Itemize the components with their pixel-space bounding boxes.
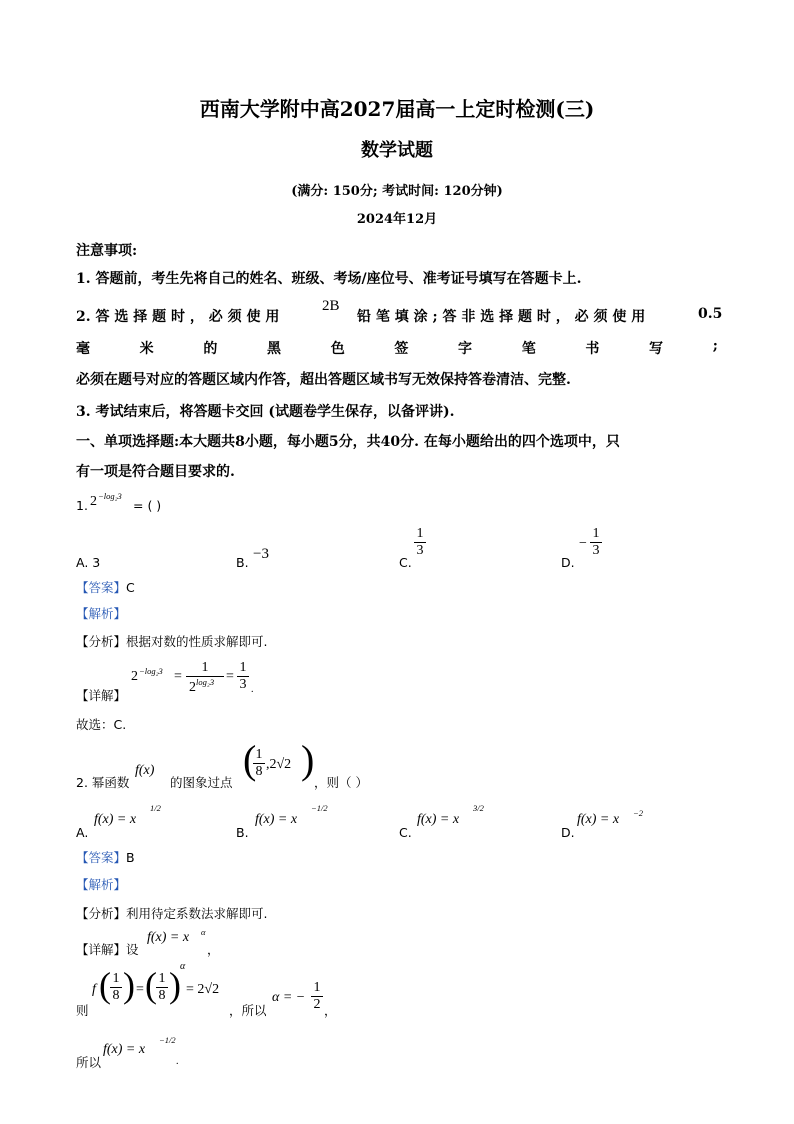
q1-detail-f1-num: 1 — [201, 660, 209, 675]
q2-fenxi-label: 【分析】 — [76, 906, 127, 921]
q2-analysis-label: 【解析】 — [76, 877, 127, 892]
q1-answer — [76, 578, 135, 596]
subject-title: 数学试题 — [361, 140, 433, 161]
q2-eq-alpha: α — [180, 961, 186, 972]
q1-detail-eq-2: = — [226, 669, 234, 684]
q2-option-c-label: C. — [399, 825, 412, 840]
notes-heading: 注意事项: — [76, 243, 138, 259]
q2-point-left-paren: ( — [243, 737, 257, 782]
note-2-char: 字 — [458, 341, 473, 357]
q2-fenxi — [76, 904, 268, 922]
q2-answer-label: 【答案】 — [76, 850, 127, 865]
note-2-char: 的 — [203, 341, 218, 357]
q1-detail-f1-den-exp: log₂3 — [196, 677, 215, 687]
q1-option-c-fraction — [414, 526, 426, 559]
q2-option-c-expr: f(x) = x — [417, 812, 460, 827]
note-2-line-3: 必须在题号对应的答题区域内作答，超出答题区域书写无效保持答卷清洁、完整. — [76, 372, 571, 388]
q2-eq-fraction-2 — [156, 971, 168, 1004]
q2-detail-set-exp: α — [201, 927, 206, 937]
q1-option-d-fraction — [590, 526, 602, 559]
q1-fenxi-label: 【分析】 — [76, 634, 127, 649]
q1-option-a: A. 3 — [76, 555, 101, 570]
q2-option-d-label: D. — [561, 825, 575, 840]
q2-point-fraction — [253, 747, 265, 780]
exam-meta: (满分: 150分; 考试时间: 120分钟) — [291, 184, 503, 199]
q2-stem-c: ，则（ ） — [314, 775, 368, 790]
q1-detail-fraction-2 — [237, 660, 249, 693]
note-2-char: 写 — [649, 341, 664, 357]
q2-point-num: 1 — [255, 747, 263, 762]
q2-eq-rparen-1: ) — [123, 965, 135, 1005]
q1-detail-label: 【详解】 — [76, 688, 127, 703]
q2-eq-lparen-1: ( — [99, 965, 111, 1005]
q1-option-c-numerator: 1 — [416, 526, 424, 541]
q2-alpha-fraction — [311, 980, 323, 1013]
q2-detail-set-end: ， — [207, 942, 220, 957]
q2-point-rest: ,2√2 — [266, 757, 292, 772]
q2-alpha-num: 1 — [313, 980, 321, 995]
exam-date: 2024年12月 — [356, 212, 438, 227]
q1-detail-base: 2 — [131, 669, 138, 684]
q1-option-b-label: B. — [236, 555, 249, 570]
note-2-pencil: 2B — [322, 298, 340, 314]
section-1-line-1: 一、单项选择题:本大题共8小题，每小题5分，共40分. 在每小题给出的四个选项中，只 — [76, 434, 620, 450]
note-2-line-2 — [76, 338, 718, 358]
q1-analysis-label: 【解析】 — [76, 606, 127, 621]
note-2-part-d: 0.5 — [698, 306, 723, 322]
q2-eq-f: f — [92, 982, 96, 997]
note-2-char: 米 — [139, 341, 154, 357]
q1-answer-label: 【答案】 — [76, 580, 127, 595]
note-2-char: 笔 — [521, 341, 536, 357]
q2-point-den: 8 — [253, 763, 265, 780]
q1-exponent: −log₂3 — [98, 491, 122, 501]
q1-number: 1. — [76, 498, 88, 513]
q2-stem-b: 的图象过点 — [170, 775, 233, 790]
q2-option-b-exp: −1/2 — [311, 803, 328, 813]
q1-fenxi-text: 根据对数的性质求解即可. — [126, 634, 268, 649]
note-2-char: ; — [712, 338, 718, 354]
note-2-char: 书 — [585, 341, 600, 357]
q1-detail-f2-num: 1 — [239, 660, 247, 675]
note-2-char: 色 — [330, 341, 345, 357]
q2-so-1-end: ， — [324, 1003, 337, 1018]
q2-option-c-exp: 3/2 — [473, 803, 484, 813]
q2-eq-rparen-2: ) — [169, 965, 181, 1005]
q1-option-b-value: −3 — [253, 546, 269, 562]
q2-eq-lparen-2: ( — [145, 965, 157, 1005]
section-1-line-2: 有一项是符合题目要求的. — [76, 464, 235, 480]
q1-fenxi — [76, 632, 268, 650]
q2-eq-mid: = — [136, 982, 144, 997]
q2-final-exp: −1/2 — [159, 1035, 176, 1045]
q2-eq-den-1: 8 — [110, 987, 122, 1004]
q2-eq-den-2: 8 — [156, 987, 168, 1004]
q2-eq-num-1: 1 — [112, 971, 120, 986]
q2-answer-value: B — [126, 850, 135, 865]
exam-title: 西南大学附中高2027届高一上定时检测(三) — [199, 97, 595, 121]
q2-final-end: . — [176, 1056, 179, 1067]
q1-base: 2 — [90, 494, 97, 509]
q1-option-d-sign: − — [579, 536, 587, 551]
q1-option-c-label: C. — [399, 555, 412, 570]
q1-option-d-numerator: 1 — [592, 526, 600, 541]
note-1: 1. 答题前，考生先将自己的姓名、班级、考场/座位号、准考证号填写在答题卡上. — [76, 271, 582, 287]
q2-so-2: 所以 — [76, 1055, 102, 1070]
q2-detail-label: 【详解】设 — [76, 942, 139, 957]
q2-so-1: ，所以 — [229, 1003, 267, 1018]
q2-final: f(x) = x — [103, 1042, 146, 1057]
q1-answer-value: C — [126, 580, 135, 595]
note-2-part-a: 2. 答 选 择 题 时 ， 必 须 使 用 — [76, 309, 280, 325]
q1-detail-f1-den-base: 2 — [189, 680, 196, 695]
q1-detail-f2-den: 3 — [237, 676, 249, 693]
note-2-char: 签 — [394, 341, 409, 357]
q2-option-d-expr: f(x) = x — [577, 812, 620, 827]
q2-stem-fx: f(x) — [135, 763, 155, 778]
note-2-char: 黑 — [267, 341, 282, 357]
q1-detail-end: . — [251, 684, 254, 695]
q2-option-b-label: B. — [236, 825, 249, 840]
note-2-part-c: 铅 笔 填 涂 ; 答 非 选 择 题 时 ， 必 须 使 用 — [357, 309, 646, 325]
q1-option-d-denominator: 3 — [590, 542, 602, 559]
q2-then: 则 — [76, 1003, 89, 1018]
note-3: 3. 考试结束后，将答题卡交回 (试题卷学生保存，以备评讲). — [76, 404, 455, 420]
q2-detail-set: f(x) = x — [147, 930, 190, 945]
q2-option-a-exp: 1/2 — [150, 803, 161, 813]
q2-fenxi-text: 利用待定系数法求解即可. — [126, 906, 268, 921]
note-2-char: 毫 — [76, 341, 90, 357]
q2-option-d-exp: −2 — [633, 808, 643, 818]
q2-point-right-paren: ) — [301, 737, 315, 782]
q2-answer — [76, 848, 135, 866]
q2-option-a-label: A. — [76, 825, 89, 840]
q1-choose: 故选：C. — [76, 717, 127, 732]
q1-detail-exp: −log₂3 — [139, 666, 163, 676]
q1-detail-fraction-1 — [186, 660, 224, 696]
q2-alpha-den: 2 — [311, 996, 323, 1013]
q2-eq-num-2: 1 — [158, 971, 166, 986]
q1-option-d-label: D. — [561, 555, 575, 570]
q2-option-a-expr: f(x) = x — [94, 812, 137, 827]
q1-detail-f1-den — [186, 676, 224, 696]
q2-eq-rhs: = 2√2 — [186, 982, 220, 997]
q2-eq-fraction-1 — [110, 971, 122, 1004]
q2-alpha-eq: α = − — [272, 990, 306, 1005]
q1-detail-eq-1: = — [174, 669, 182, 684]
q2-option-b-expr: f(x) = x — [255, 812, 298, 827]
q2-stem-a: 2. 幂函数 — [76, 775, 130, 790]
q1-eq: = ( ) — [133, 498, 162, 513]
q1-option-c-denominator: 3 — [414, 542, 426, 559]
